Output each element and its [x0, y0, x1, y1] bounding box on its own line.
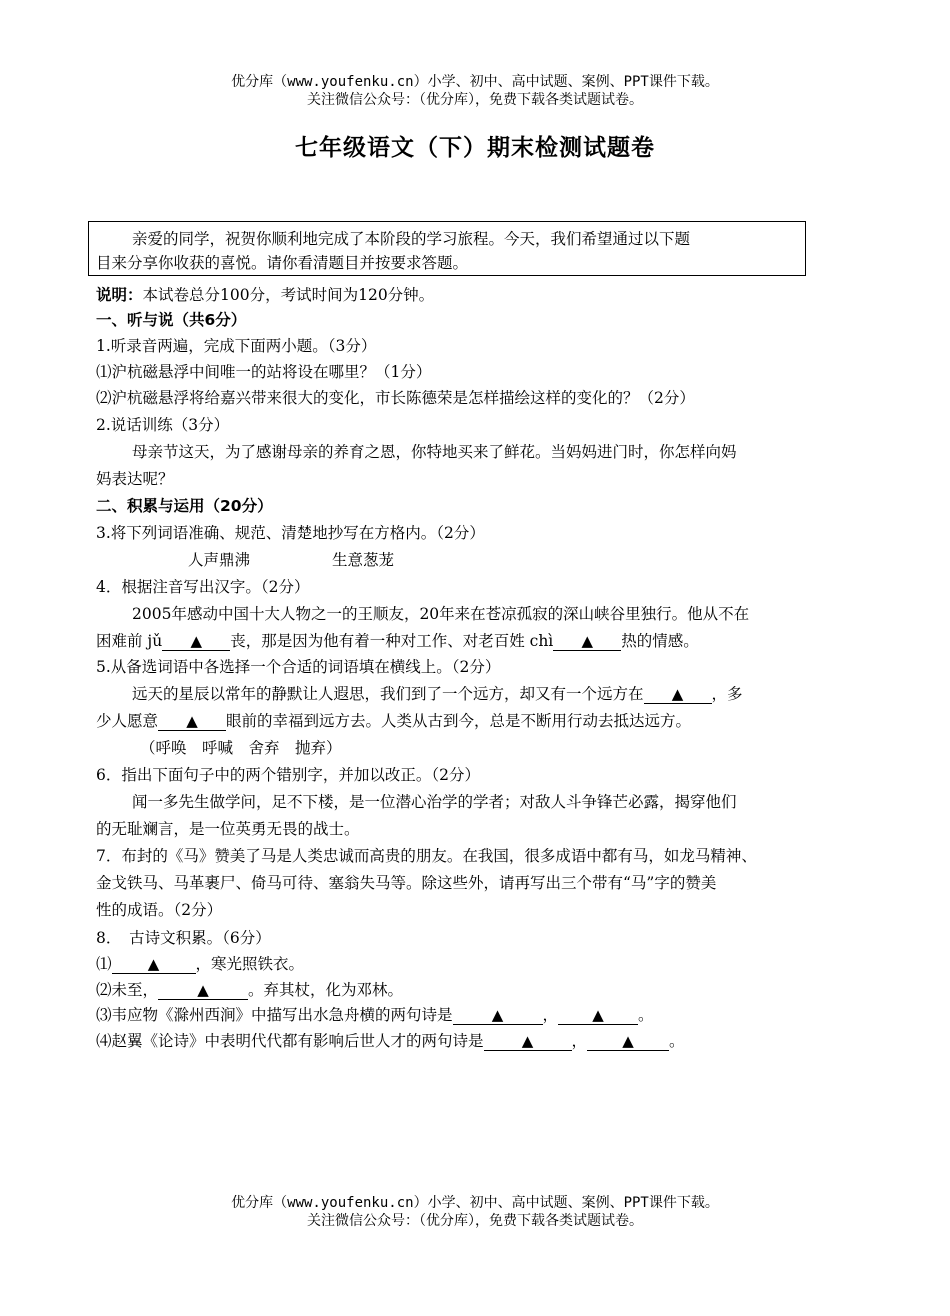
footer-line-1: 优分库（www.youfenku.cn）小学、初中、高中试题、案例、PPT课件下载。 [231, 1195, 719, 1211]
answer-blank[interactable]: ▲ [453, 1006, 543, 1025]
question-8: 8． 古诗文积累。（6分） [96, 929, 271, 947]
question-1: 1.听录音两遍，完成下面两小题。（3分） [96, 337, 377, 355]
question-7-line-3: 性的成语。（2分） [96, 901, 223, 919]
header-line-1: 优分库（www.youfenku.cn）小学、初中、高中试题、案例、PPT课件下载。 [231, 74, 719, 90]
question-5: 5.从备选词语中各选择一个合适的词语填在横线上。（2分） [96, 658, 501, 676]
answer-blank[interactable]: ▲ [644, 685, 712, 704]
question-8-3: ⑶韦应物《滁州西涧》中描写出水急舟横的两句诗是 ▲ ， ▲ 。 [96, 1006, 654, 1024]
question-4-text-2: 困难前 jǔ ▲ 丧，那是因为他有着一种对工作、对老百姓 chì ▲ 热的情感。 [96, 632, 699, 650]
question-7-line-2: 金戈铁马、马革裹尸、倚马可待、塞翁失马等。除这些外，请再写出三个带有“马”字的赞美 [96, 874, 717, 892]
question-2: 2.说话训练（3分） [96, 416, 230, 434]
question-7-line-1: 7．布封的《马》赞美了马是人类忠诚而高贵的朋友。在我国，很多成语中都有马，如龙马精神、 [96, 847, 757, 865]
answer-blank[interactable]: ▲ [553, 632, 621, 651]
question-3-word-2: 生意葱茏 [332, 551, 395, 569]
question-4-text-1: 2005年感动中国十大人物之一的王顺友，20年来在苍凉孤寂的深山峡谷里独行。他从不在 [132, 605, 750, 623]
page-title: 七年级语文（下）期末检测试题卷 [295, 135, 655, 161]
question-3: 3.将下列词语准确、规范、清楚地抄写在方格内。（2分） [96, 524, 485, 542]
section2-heading: 二、积累与运用（20分） [96, 497, 273, 515]
question-6: 6．指出下面句子中的两个错别字，并加以改正。（2分） [96, 766, 480, 784]
answer-blank[interactable]: ▲ [587, 1032, 669, 1051]
question-6-text-1: 闻一多先生做学问，足不下楼，是一位潜心治学的学者；对敌人斗争锋芒必露，揭穿他们 [132, 793, 737, 811]
section1-heading: 一、听与说（共6分） [96, 311, 247, 329]
answer-blank[interactable]: ▲ [162, 632, 230, 651]
answer-blank[interactable]: ▲ [158, 712, 226, 731]
answer-blank[interactable]: ▲ [158, 981, 248, 1000]
question-1-2: ⑵沪杭磁悬浮将给嘉兴带来很大的变化，市长陈德荣是怎样描绘这样的变化的？（2分） [96, 389, 695, 407]
question-1-1: ⑴沪杭磁悬浮中间唯一的站将设在哪里？（1分） [96, 363, 432, 381]
question-2-text-2: 妈表达呢？ [96, 470, 174, 488]
question-8-4: ⑷赵翼《论诗》中表明代代都有影响后世人才的两句诗是 ▲ ， ▲ 。 [96, 1032, 685, 1050]
note-label: 说明： [96, 286, 143, 304]
question-5-options: （呼唤 呼喊 舍弃 抛弃） [140, 739, 342, 757]
intro-line-1: 亲爱的同学，祝贺你顺利地完成了本阶段的学习旅程。今天，我们希望通过以下题 [132, 230, 691, 248]
question-8-2: ⑵未至， ▲ 。弃其杖，化为邓林。 [96, 981, 404, 999]
answer-blank[interactable]: ▲ [558, 1006, 638, 1025]
exam-note [96, 285, 434, 305]
note-text: 本试卷总分100分，考试时间为120分钟。 [142, 286, 435, 304]
question-3-word-1: 人声鼎沸 [188, 551, 251, 569]
question-5-text-1: 远天的星辰以常年的静默让人遐思，我们到了一个远方，却又有一个远方在 ▲ ，多 [132, 685, 743, 703]
question-4: 4．根据注音写出汉字。（2分） [96, 578, 310, 596]
question-6-text-2: 的无耻斓言，是一位英勇无畏的战士。 [96, 820, 360, 838]
answer-blank[interactable]: ▲ [484, 1032, 572, 1051]
question-8-1: ⑴ ▲ ，寒光照铁衣。 [96, 955, 305, 973]
question-5-text-2: 少人愿意 ▲ 眼前的幸福到远方去。人类从古到今，总是不断用行动去抵达远方。 [96, 712, 692, 730]
intro-line-2: 目来分享你收获的喜悦。请你看清题目并按要求答题。 [96, 254, 469, 272]
question-2-text-1: 母亲节这天，为了感谢母亲的养育之恩，你特地买来了鲜花。当妈妈进门时，你怎样向妈 [132, 443, 737, 461]
footer-line-2: 关注微信公众号：（优分库），免费下载各类试题试卷。 [307, 1213, 643, 1229]
answer-blank[interactable]: ▲ [112, 955, 196, 974]
header-line-2: 关注微信公众号：（优分库），免费下载各类试题试卷。 [307, 92, 643, 108]
